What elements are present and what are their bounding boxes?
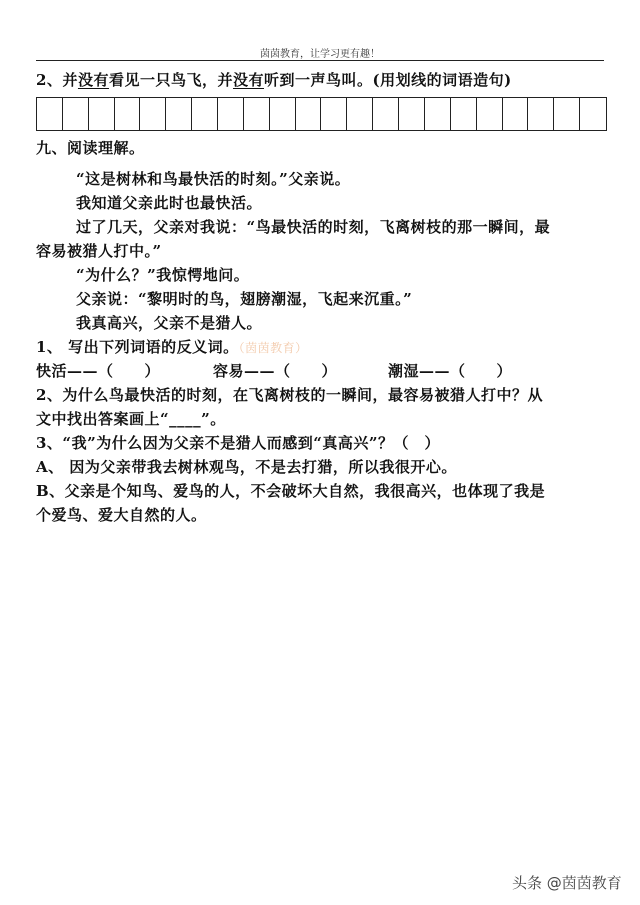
grid-cell[interactable] — [554, 98, 580, 130]
passage-line: “为什么？”我惊愕地问。 — [76, 266, 250, 284]
question-number: 2、 — [36, 71, 63, 89]
question-3: 3、“我”为什么因为父亲不是猎人而感到“真高兴”？（ ） — [36, 434, 440, 452]
grid-cell[interactable] — [399, 98, 425, 130]
passage-line: “这是树林和鸟最快活的时刻。”父亲说。 — [76, 170, 351, 188]
question-2-line1: 2、为什么鸟最快活的时刻，在飞离树枝的一瞬间，最容易被猎人打中？从 — [36, 386, 543, 404]
underlined-word: 没有 — [77, 71, 109, 89]
page-header: 茵茵教育，让学习更有趣！ — [260, 49, 380, 60]
grid-cell[interactable] — [140, 98, 166, 130]
question-1 — [36, 336, 308, 357]
grid-cell[interactable] — [580, 98, 606, 130]
grid-cell[interactable] — [477, 98, 503, 130]
grid-cell[interactable] — [115, 98, 141, 130]
grid-cell[interactable] — [528, 98, 554, 130]
option-b-line2[interactable]: 个爱鸟、爱大自然的人。 — [36, 506, 207, 524]
grid-cell[interactable] — [347, 98, 373, 130]
grid-cell[interactable] — [63, 98, 89, 130]
grid-cell[interactable] — [166, 98, 192, 130]
grid-cell[interactable] — [270, 98, 296, 130]
option-a[interactable]: A、 因为父亲带我去树林观鸟，不是去打猎，所以我很开心。 — [36, 458, 457, 476]
footer-watermark: 头条 @茵茵教育 — [512, 874, 622, 892]
antonym-3[interactable]: 潮湿——（ ） — [388, 362, 513, 380]
question-2-line2: 文中找出答案画上“____”。 — [36, 410, 226, 428]
grid-cell[interactable] — [89, 98, 115, 130]
grid-cell[interactable] — [321, 98, 347, 130]
grid-cell[interactable] — [451, 98, 477, 130]
sentence-part: 并 — [62, 71, 78, 89]
sentence-part: 听到一声鸟叫。(用划线的词语造句) — [264, 71, 512, 89]
passage-line: 过了几天，父亲对我说：“鸟最快活的时刻，飞离树枝的那一瞬间，最 — [76, 218, 551, 236]
question-1-text: 1、 写出下列词语的反义词。 — [36, 338, 239, 356]
option-b-line1[interactable]: B、父亲是个知鸟、爱鸟的人，不会破坏大自然，我很高兴，也体现了我是 — [36, 482, 546, 500]
grid-cell[interactable] — [503, 98, 529, 130]
section-title: 九、阅读理解。 — [36, 139, 145, 157]
watermark: （茵茵教育） — [238, 341, 308, 355]
underlined-word: 没有 — [232, 71, 264, 89]
passage-line: 父亲说：“黎明时的鸟，翅膀潮湿，飞起来沉重。” — [76, 290, 413, 308]
antonym-2[interactable]: 容易——（ ） — [213, 362, 338, 380]
header-divider — [36, 60, 604, 61]
antonym-1[interactable]: 快活——（ ） — [36, 362, 161, 380]
writing-grid[interactable] — [36, 97, 607, 131]
grid-cell[interactable] — [296, 98, 322, 130]
grid-cell[interactable] — [218, 98, 244, 130]
passage-line: 我知道父亲此时也最快活。 — [76, 194, 263, 212]
sentence-part: 看见一只鸟飞，并 — [108, 71, 233, 89]
grid-cell[interactable] — [37, 98, 63, 130]
grid-cell[interactable] — [373, 98, 399, 130]
passage-line: 容易被猎人打中。” — [36, 242, 162, 260]
question-2-sentence — [36, 69, 512, 90]
grid-cell[interactable] — [425, 98, 451, 130]
grid-cell[interactable] — [192, 98, 218, 130]
passage-line: 我真高兴，父亲不是猎人。 — [76, 314, 263, 332]
grid-cell[interactable] — [244, 98, 270, 130]
